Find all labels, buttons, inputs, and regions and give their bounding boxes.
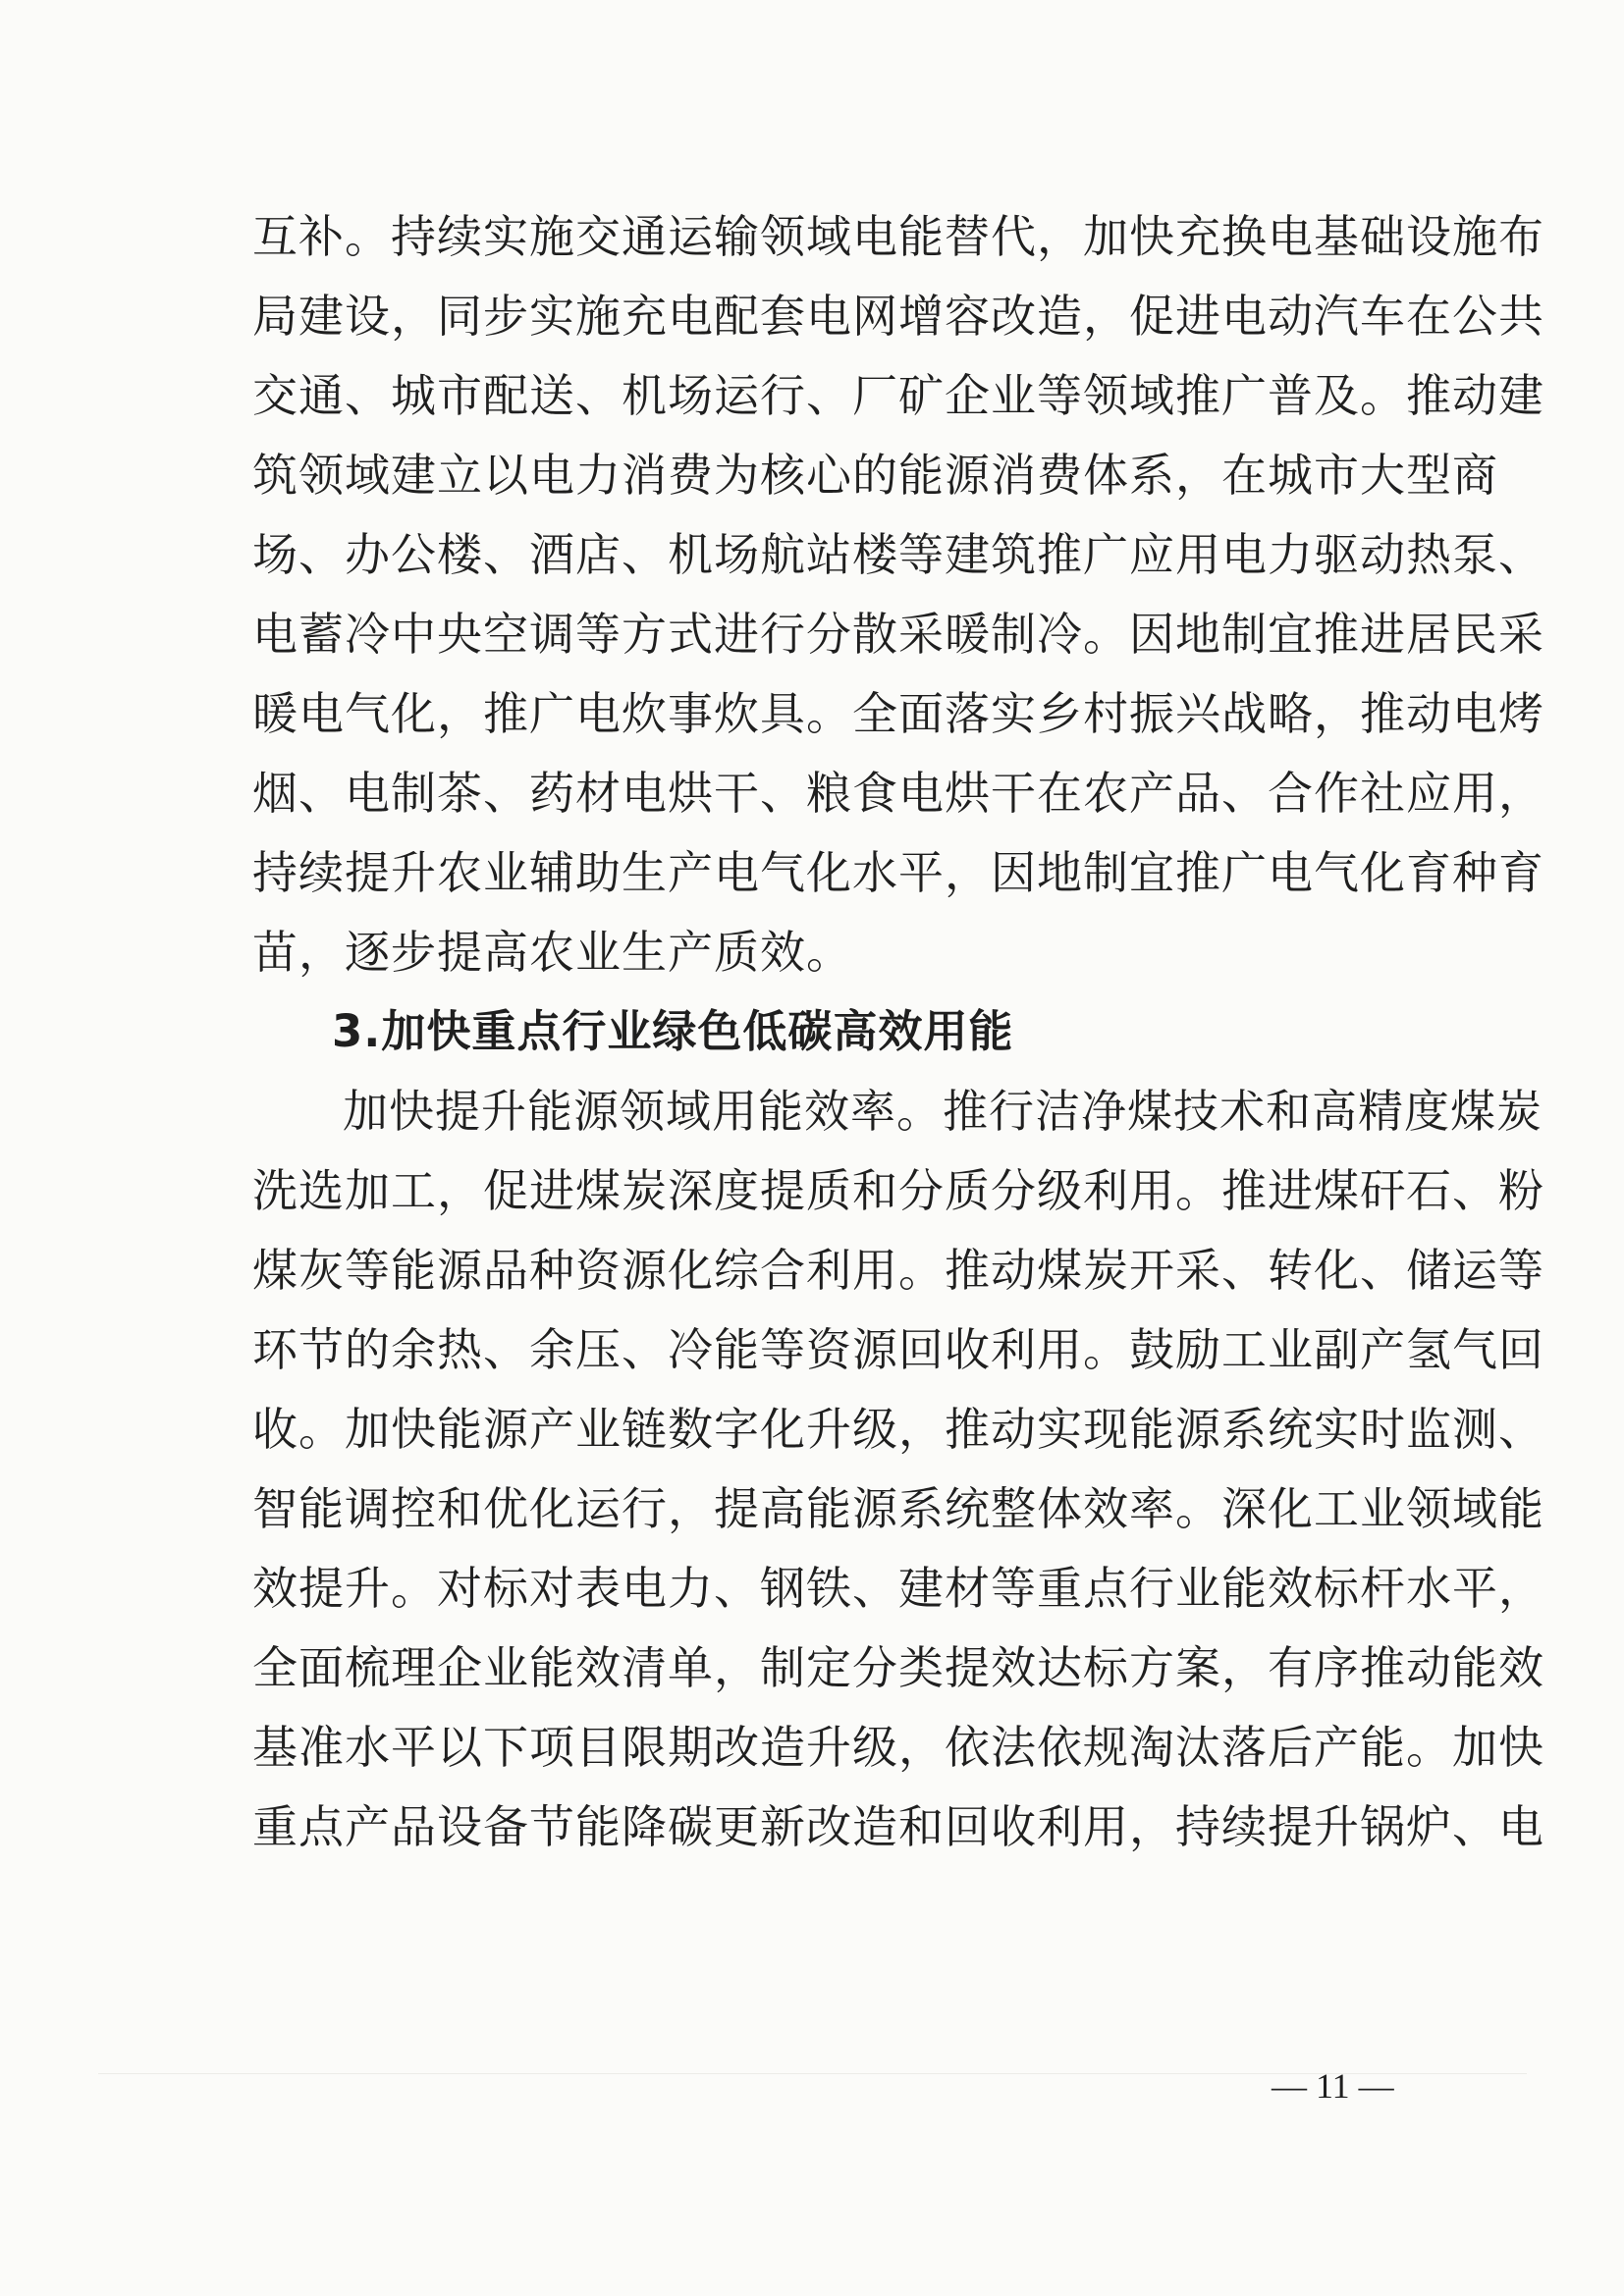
text-line: 全面梳理企业能效清单，制定分类提效达标方案，有序推动能效 (252, 1641, 1544, 1694)
text-line: 暖电气化，推广电炊事炊具。全面落实乡村振兴战略，推动电烤 (252, 687, 1544, 740)
text-line: 环节的余热、余压、冷能等资源回收利用。鼓励工业副产氢气回 (252, 1323, 1544, 1376)
text-line: 效提升。对标对表电力、钢铁、建材等重点行业能效标杆水平， (252, 1562, 1544, 1615)
text-line: 烟、电制茶、药材电烘干、粮食电烘干在农产品、合作社应用， (252, 767, 1544, 820)
text-line: 场、办公楼、酒店、机场航站楼等建筑推广应用电力驱动热泵、 (252, 528, 1544, 581)
text-line: 持续提升农业辅助生产电气化水平，因地制宜推广电气化育种育 (252, 846, 1544, 899)
text-line: 苗，逐步提高农业生产质效。 (252, 926, 852, 979)
text-line: 收。加快能源产业链数字化升级，推动实现能源系统实时监测、 (252, 1403, 1544, 1456)
text-line: 智能调控和优化运行，提高能源系统整体效率。深化工业领域能 (252, 1482, 1544, 1535)
text-line: 基准水平以下项目限期改造升级，依法依规淘汰落后产能。加快 (252, 1721, 1544, 1774)
text-line: 重点产品设备节能降碳更新改造和回收利用，持续提升锅炉、电 (252, 1800, 1544, 1853)
text-line: 交通、城市配送、机场运行、厂矿企业等领域推广普及。推动建 (252, 369, 1544, 422)
text-line: 筑领域建立以电力消费为核心的能源消费体系，在城市大型商 (252, 449, 1498, 502)
section-heading: 3.加快重点行业绿色低碳高效用能 (332, 1005, 1014, 1057)
page-number: — 11 — (1272, 2066, 1394, 2106)
text-line: 煤灰等能源品种资源化综合利用。推动煤炭开采、转化、储运等 (252, 1244, 1544, 1297)
text-line: 电蓄冷中央空调等方式进行分散采暖制冷。因地制宜推进居民采 (252, 608, 1544, 661)
text-line: 加快提升能源领域用能效率。推行洁净煤技术和高精度煤炭 (343, 1085, 1543, 1138)
text-line: 局建设，同步实施充电配套电网增容改造，促进电动汽车在公共 (252, 290, 1544, 343)
text-line: 洗选加工，促进煤炭深度提质和分质分级利用。推进煤矸石、粉 (252, 1164, 1544, 1217)
text-line: 互补。持续实施交通运输领域电能替代，加快充换电基础设施布 (252, 210, 1544, 263)
